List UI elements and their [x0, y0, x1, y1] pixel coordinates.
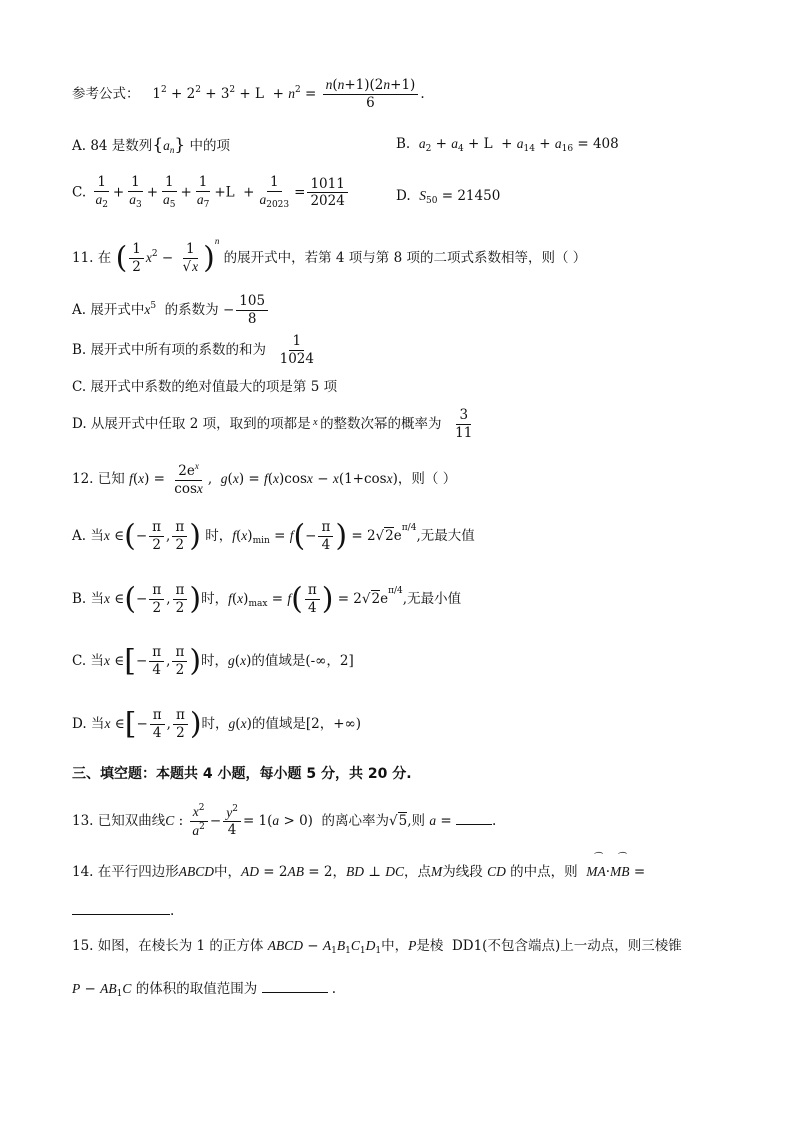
q10-option-d: D. $S_{50} = 21450$ [396, 188, 501, 206]
q12-stem: 12. 已知 f(x) = $\frac{2e^x}{\cos x}$ , g(x) = f(x)cosx − x(1+cosx)，则（ ） [72, 461, 457, 497]
q10-option-b: B. $a_2 + a_4 + L + a_{14} + a_{16} = 408$ [396, 136, 619, 154]
q12-option-a: A. 当x ∈(− $\frac{\pi}{2}$ , $\frac{\pi}{2}$ ) 时，$f(x)_{min} = f(-$ $\frac{\pi}{4}$ ) = $2√2e^{\pi/4}$,无最大值 [72, 518, 475, 554]
q12-option-d: D. 当x ∈[− $\frac{\pi}{4}$ , $\frac{\pi}{2}$ )时，g(x)的值域是[2，+∞) [72, 706, 362, 742]
q13-answer-blank[interactable] [456, 812, 492, 825]
q12-option-b: B. 当x ∈(− $\frac{\pi}{2}$ , $\frac{\pi}{2}$ )时，$f(x)_{max} = f$( $\frac{\pi}{4}$ ) = $2√2e^{\pi/4}$,无最小值 [72, 581, 462, 617]
q13: 13. 已知双曲线C : $\frac{x^2}{a^2}$ − $\frac{y^2}{4}$ = 1(a > 0) 的离心率为√5,则 a = . [72, 803, 497, 839]
reference-formula: 参考公式： $1^2 + 2^2 + 3^2 + L + n^2$ = $\frac{n(n+1)(2n+1)}{6}$ . [72, 77, 425, 111]
q14-answer-blank[interactable] [72, 902, 170, 915]
q11-stem: 11. 在 ( $\frac{1}{2}$ $x^2$ − $\frac{1}{√x}$ )$^n$ 的展开式中，若第 4 项与第 8 项的二项式系数相等，则（ ） [72, 236, 587, 276]
q10-option-a: A. 84 是数列$\{a_n\}$ 中的项 [72, 135, 231, 155]
q10-option-c: C. $\frac{1}{a_2}$ + $\frac{1}{a_3}$ + $\frac{1}{a_5}$ + $\frac{1}{a_7}$ +L + $\frac{1}{a_{2023}}$ = $\frac{1011}{2024}$ [72, 175, 350, 211]
q15-line2: $P - AB_1C$ 的体积的取值范围为 . [72, 981, 337, 999]
section-title: 三、填空题：本题共 4 小题，每小题 5 分，共 20 分. [72, 766, 412, 782]
formula-lhs: $1^2 + 2^2 + 3^2 + L + n^2$ = [143, 84, 321, 102]
q15-answer-blank[interactable] [262, 980, 328, 993]
q15-line1: 15. 如图，在棱长为 1 的正方体 ABCD − $A_1B_1C_1D_1$中，P是棱 DD1(不包含端点)上一动点，则三棱锥 [72, 938, 682, 956]
q11-option-b: B. 展开式中所有项的系数的和为 $\frac{1}{1024}$ [72, 333, 314, 367]
q11-option-a: A. 展开式中$x^5$ 的系数为 − $\frac{105}{8}$ [72, 294, 270, 327]
q14-answer: . [72, 902, 174, 920]
q11-option-d: D. 从展开式中任取 2 项，取到的项都是 $^x$ 的整数次幂的概率为 $\frac{3}{11}$ [72, 407, 473, 441]
formula-fraction: $\frac{n(n+1)(2n+1)}{6}$ [323, 78, 419, 111]
q11-option-c: C. 展开式中系数的绝对值最大的项是第 5 项 [72, 379, 338, 395]
q14: 14. 在平行四边形ABCD中，AD = 2AB = 2，BD ⊥ DC，点M为线段 CD 的中点，则 ⏜ MA·⏜ MB = [72, 864, 645, 881]
reference-label: 参考公式： [72, 85, 140, 102]
q12-option-c: C. 当x ∈[− $\frac{\pi}{4}$ , $\frac{\pi}{2}$ )时，g(x)的值域是(-∞，2] [72, 643, 354, 679]
